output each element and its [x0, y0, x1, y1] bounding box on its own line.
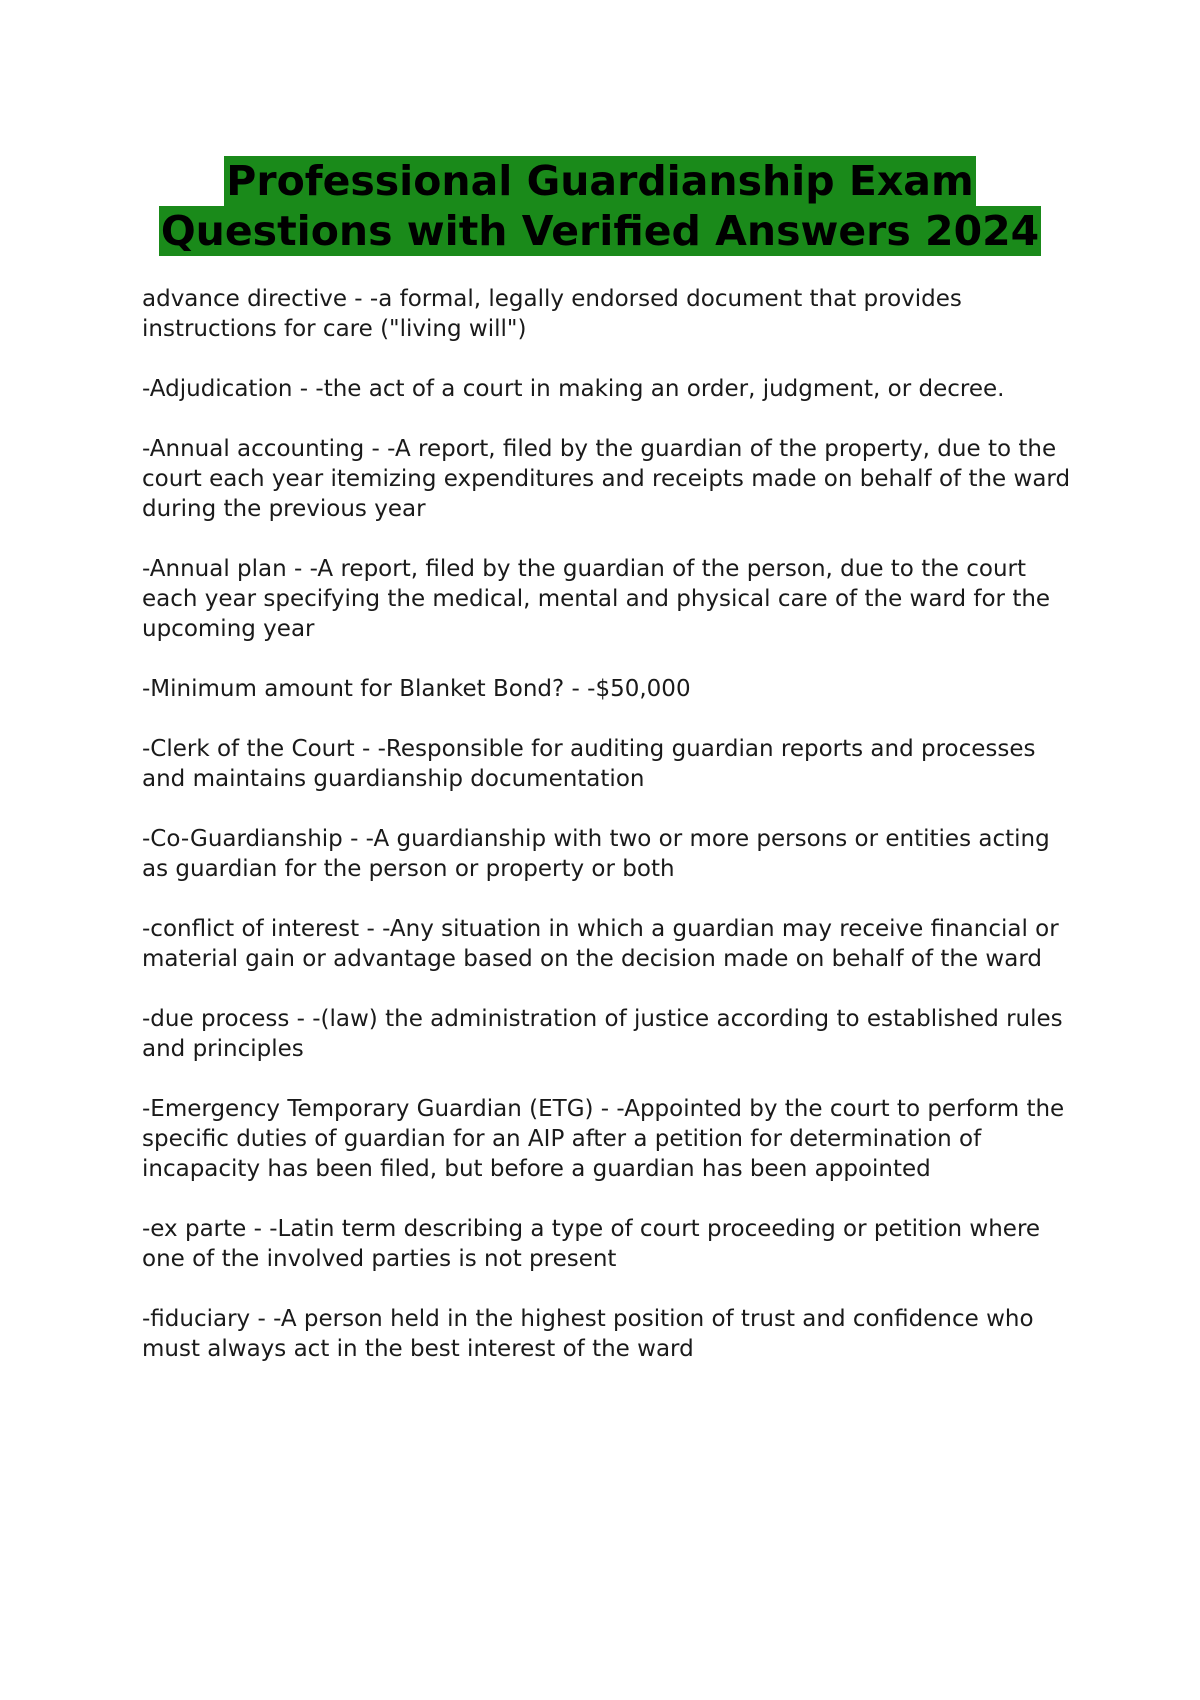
entry-fiduciary: -fiduciary - -A person held in the highest position of trust and confidence who must always act in the best interest of the ward — [142, 1306, 1034, 1362]
entry-annual-accounting: -Annual accounting - -A report, filed by the guardian of the property, due to the court each year itemizing expenditures and receipts made on behalf of the ward during the previous year — [142, 436, 1071, 522]
document-title — [0, 156, 1200, 256]
entry-adjudication: -Adjudication - -the act of a court in making an order, judgment, or decree. — [142, 376, 1005, 402]
title-line-1: Professional Guardianship Exam — [226, 157, 974, 205]
entry-blanket-bond: -Minimum amount for Blanket Bond? - -$50,000 — [142, 676, 691, 702]
entry-emergency-temporary-guardian: -Emergency Temporary Guardian (ETG) - -Appointed by the court to perform the specific duties of guardian for an AIP after a petition for determination of incapacity has been filed, but before a guardian has been appointed — [142, 1096, 1065, 1182]
entry-conflict-of-interest: -conflict of interest - -Any situation in which a guardian may receive financial or material gain or advantage based on the decision made on behalf of the ward — [142, 916, 1059, 972]
title-line-2: Questions with Verified Answers 2024 — [160, 207, 1040, 255]
entry-annual-plan: -Annual plan - -A report, filed by the guardian of the person, due to the court each year specifying the medical, mental and physical care of the ward for the upcoming year — [142, 556, 1051, 642]
entry-due-process: -due process - -(law) the administration of justice according to established rules and principles — [142, 1006, 1063, 1062]
entry-clerk-of-court: -Clerk of the Court - -Responsible for auditing guardian reports and processes and maintains guardianship documentation — [142, 736, 1036, 792]
entry-ex-parte: -ex parte - -Latin term describing a type of court proceeding or petition where one of the involved parties is not present — [142, 1216, 1041, 1272]
entry-co-guardianship: -Co-Guardianship - -A guardianship with two or more persons or entities acting as guardian for the person or property or both — [142, 826, 1050, 882]
entry-advance-directive: advance directive - -a formal, legally endorsed document that provides instructions for care ("living will") — [142, 286, 962, 342]
glossary-body — [142, 284, 1082, 1394]
